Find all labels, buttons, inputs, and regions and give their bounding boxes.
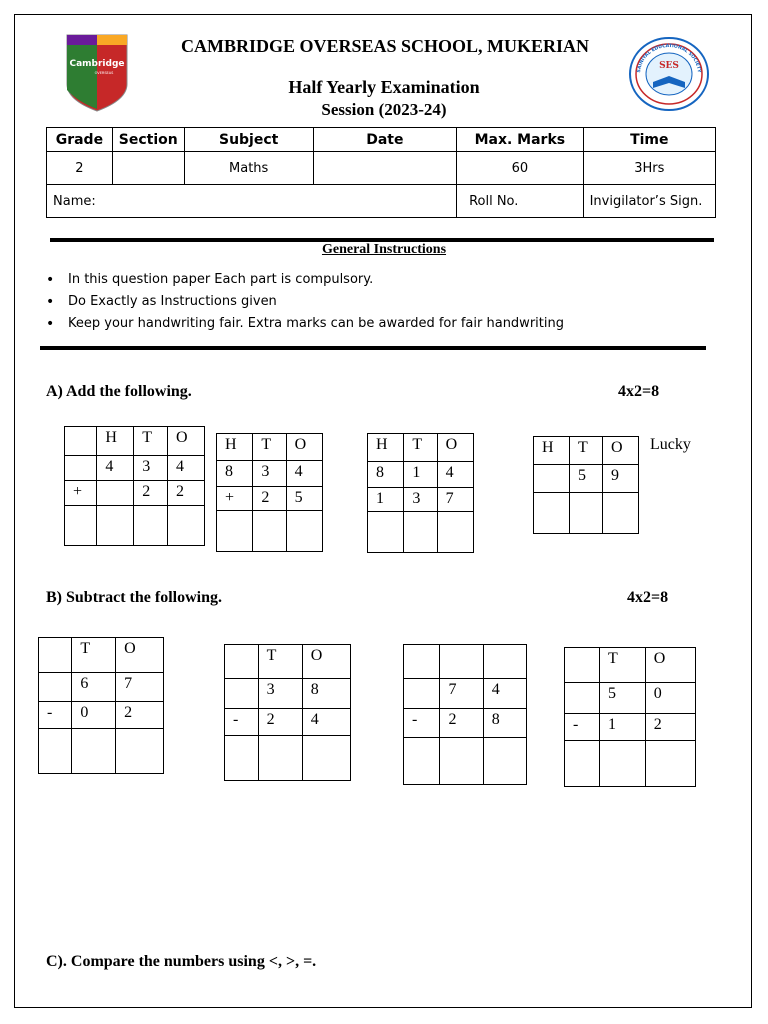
value-section[interactable] xyxy=(112,152,184,185)
exam-info-table xyxy=(46,127,716,218)
section-c-heading: C). Compare the numbers using <, >, =. xyxy=(46,953,317,970)
grid-cell: 0 xyxy=(645,683,695,714)
answer-cell[interactable] xyxy=(368,512,404,553)
name-field[interactable] xyxy=(47,185,457,218)
grid-cell: T xyxy=(404,434,437,462)
grid-cell: 0 xyxy=(72,702,116,729)
header-date: Date xyxy=(313,128,456,152)
grid-cell: 8 xyxy=(483,709,526,738)
addition-problem-3 xyxy=(367,433,474,553)
section-b-marks: 4x2=8 xyxy=(627,589,669,606)
grid-cell: T xyxy=(253,434,286,461)
grid-cell: 4 xyxy=(97,456,134,481)
addition-problem-1 xyxy=(64,426,205,546)
info-header-row xyxy=(47,128,716,152)
answer-cell[interactable] xyxy=(72,729,116,774)
value-date[interactable] xyxy=(313,152,456,185)
answer-cell[interactable] xyxy=(437,512,473,553)
school-name: CAMBRIDGE OVERSEAS SCHOOL, MUKERIAN xyxy=(180,36,590,56)
grid-cell: 2 xyxy=(116,702,164,729)
grid-cell: O xyxy=(302,645,350,679)
grid-cell xyxy=(97,481,134,506)
answer-cell[interactable] xyxy=(286,511,322,552)
grid-cell: - xyxy=(404,709,440,738)
grid-cell: T xyxy=(570,437,603,465)
logo-right-initials: SES xyxy=(659,61,679,71)
value-subject: Maths xyxy=(184,152,313,185)
answer-cell[interactable] xyxy=(253,511,286,552)
lucky-note: Lucky xyxy=(650,436,691,453)
grid-cell xyxy=(565,648,600,683)
grid-cell: 5 xyxy=(570,465,603,493)
answer-cell[interactable] xyxy=(440,738,483,785)
answer-cell[interactable] xyxy=(404,738,440,785)
header-max-marks: Max. Marks xyxy=(457,128,584,152)
grid-cell: O xyxy=(168,427,205,456)
answer-cell[interactable] xyxy=(39,729,72,774)
grid-cell: + xyxy=(65,481,97,506)
info-names-row xyxy=(47,185,716,218)
grid-cell: 4 xyxy=(302,709,350,736)
grid-cell: 3 xyxy=(258,679,302,709)
answer-cell[interactable] xyxy=(168,506,205,546)
addition-problem-2 xyxy=(216,433,323,552)
grid-cell xyxy=(39,673,72,702)
answer-cell[interactable] xyxy=(65,506,97,546)
grid-cell: 8 xyxy=(368,462,404,488)
section-b-heading: B) Subtract the following. xyxy=(46,589,222,606)
grid-cell xyxy=(65,427,97,456)
header-time: Time xyxy=(583,128,715,152)
grid-cell: 3 xyxy=(404,488,437,512)
answer-cell[interactable] xyxy=(570,493,603,534)
grid-cell: 5 xyxy=(286,487,322,511)
grid-cell: O xyxy=(602,437,638,465)
name-label: Name: xyxy=(53,193,96,209)
grid-cell: 2 xyxy=(645,714,695,741)
logo-left-subtitle: OVERSEAS xyxy=(94,71,114,75)
grid-cell: O xyxy=(116,638,164,673)
grid-cell: 1 xyxy=(368,488,404,512)
answer-cell[interactable] xyxy=(602,493,638,534)
answer-cell[interactable] xyxy=(302,736,350,781)
divider-bottom xyxy=(40,346,706,350)
answer-cell[interactable] xyxy=(225,736,259,781)
grid-cell: 4 xyxy=(286,461,322,487)
grid-cell: 4 xyxy=(168,456,205,481)
header-grade: Grade xyxy=(47,128,113,152)
grid-cell: O xyxy=(645,648,695,683)
answer-cell[interactable] xyxy=(217,511,253,552)
info-values-row xyxy=(47,152,716,185)
grid-cell: 8 xyxy=(217,461,253,487)
grid-cell: O xyxy=(437,434,473,462)
grid-cell: 2 xyxy=(258,709,302,736)
instruction-item: • Do Exactly as Instructions given xyxy=(46,294,564,316)
subtraction-problem-3 xyxy=(403,644,527,785)
grid-cell: 9 xyxy=(602,465,638,493)
invigilator-label: Invigilator’s Sign. xyxy=(589,193,703,209)
grid-cell xyxy=(534,465,570,493)
section-a-heading: A) Add the following. xyxy=(46,383,192,400)
answer-cell[interactable] xyxy=(116,729,164,774)
grid-cell: - xyxy=(565,714,600,741)
grid-cell: 2 xyxy=(253,487,286,511)
grid-cell: 4 xyxy=(437,462,473,488)
grid-cell: - xyxy=(39,702,72,729)
answer-cell[interactable] xyxy=(483,738,526,785)
addition-problem-4 xyxy=(533,436,639,534)
logo-right-ring-text: SAINIYAL EDUCATIONAL SOCIETY xyxy=(636,43,702,73)
grid-cell: H xyxy=(368,434,404,462)
answer-cell[interactable] xyxy=(134,506,168,546)
subtraction-problem-2 xyxy=(224,644,351,781)
grid-cell: 2 xyxy=(134,481,168,506)
grid-cell xyxy=(404,679,440,709)
instructions-title: General Instructions xyxy=(321,242,447,257)
answer-cell[interactable] xyxy=(599,741,645,787)
invigilator-field[interactable] xyxy=(583,185,715,218)
grid-cell: T xyxy=(599,648,645,683)
answer-cell[interactable] xyxy=(534,493,570,534)
subtraction-problem-1 xyxy=(38,637,164,774)
instructions-list xyxy=(46,272,564,338)
grid-cell: H xyxy=(534,437,570,465)
value-max-marks: 60 xyxy=(457,152,584,185)
header-subject: Subject xyxy=(184,128,313,152)
answer-cell[interactable] xyxy=(97,506,134,546)
grid-cell: T xyxy=(258,645,302,679)
grid-cell: 6 xyxy=(72,673,116,702)
grid-cell: 4 xyxy=(483,679,526,709)
grid-cell: 3 xyxy=(253,461,286,487)
roll-field[interactable] xyxy=(457,185,584,218)
grid-cell: 3 xyxy=(134,456,168,481)
grid-cell: 7 xyxy=(437,488,473,512)
answer-cell[interactable] xyxy=(258,736,302,781)
grid-cell: H xyxy=(97,427,134,456)
grid-cell: H xyxy=(217,434,253,461)
logo-left-title: Cambridge xyxy=(69,59,125,69)
grid-cell: T xyxy=(72,638,116,673)
session-label: Session (2023-24) xyxy=(321,100,447,119)
subtraction-problem-4 xyxy=(564,647,696,787)
grid-cell: 2 xyxy=(168,481,205,506)
instruction-item: • Keep your handwriting fair. Extra marks can be awarded for fair handwriting xyxy=(46,316,564,338)
grid-cell xyxy=(440,645,483,679)
grid-cell: 5 xyxy=(599,683,645,714)
answer-cell[interactable] xyxy=(565,741,600,787)
grid-cell: + xyxy=(217,487,253,511)
grid-cell: 1 xyxy=(599,714,645,741)
grid-cell: O xyxy=(286,434,322,461)
grid-cell: 8 xyxy=(302,679,350,709)
grid-cell: 7 xyxy=(440,679,483,709)
header-section: Section xyxy=(112,128,184,152)
grid-cell xyxy=(39,638,72,673)
grid-cell: T xyxy=(134,427,168,456)
grid-cell: 7 xyxy=(116,673,164,702)
grid-cell: 1 xyxy=(404,462,437,488)
grid-cell xyxy=(404,645,440,679)
section-a-marks: 4x2=8 xyxy=(618,383,660,400)
answer-cell[interactable] xyxy=(645,741,695,787)
value-time: 3Hrs xyxy=(583,152,715,185)
grid-cell xyxy=(225,679,259,709)
roll-label: Roll No. xyxy=(469,193,519,209)
grid-cell xyxy=(565,683,600,714)
answer-cell[interactable] xyxy=(404,512,437,553)
grid-cell xyxy=(483,645,526,679)
grid-cell: - xyxy=(225,709,259,736)
grid-cell: 2 xyxy=(440,709,483,738)
exam-title: Half Yearly Examination xyxy=(288,77,480,97)
instruction-item: • In this question paper Each part is compulsory. xyxy=(46,272,564,294)
value-grade: 2 xyxy=(47,152,113,185)
grid-cell xyxy=(225,645,259,679)
grid-cell xyxy=(65,456,97,481)
